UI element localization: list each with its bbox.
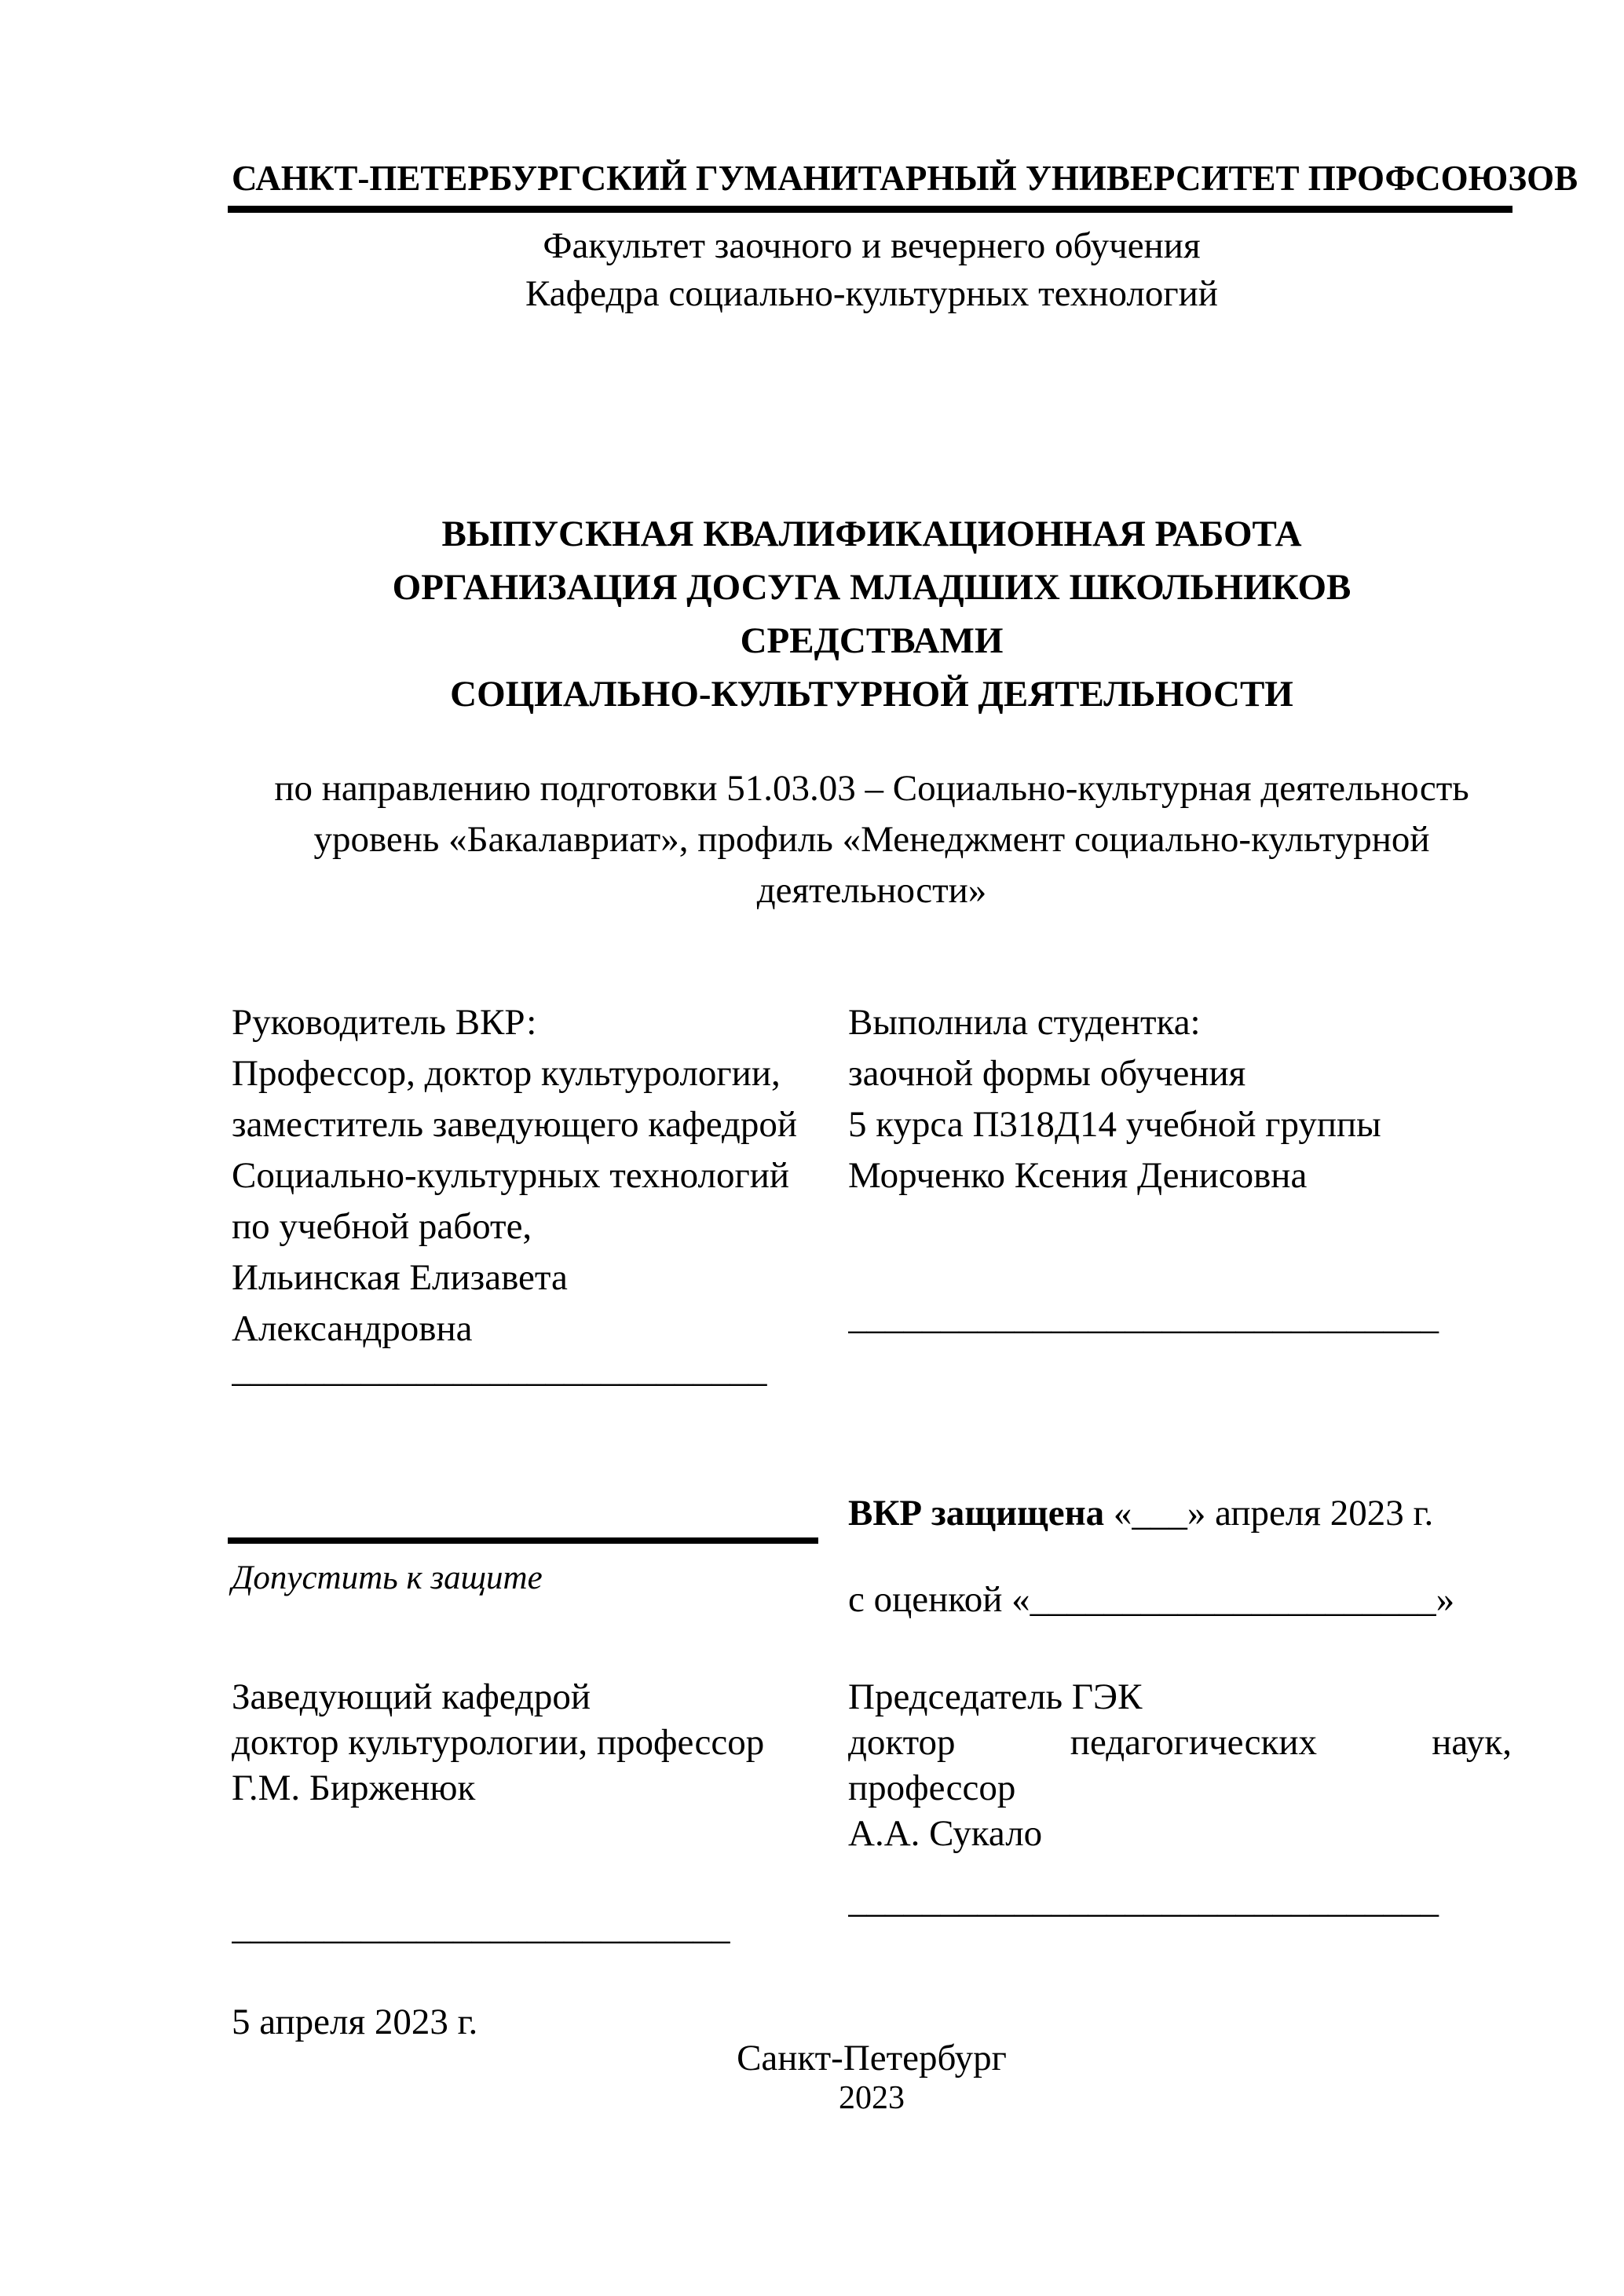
defense-grade-line: с оценкой «______________________» bbox=[848, 1579, 1455, 1620]
program-info bbox=[232, 763, 1512, 916]
department-head-degree: доктор культурологии, профессор bbox=[232, 1722, 765, 1763]
program-level-line-cont: деятельности» bbox=[756, 870, 987, 911]
year-line: 2023 bbox=[839, 2080, 905, 2116]
supervisor-block bbox=[232, 997, 828, 1355]
gec-chair-degree-word-1: доктор bbox=[848, 1722, 956, 1763]
supervisor-position-line-3: по учебной работе, bbox=[232, 1206, 532, 1247]
thesis-title-line-2: СРЕДСТВАМИ bbox=[740, 620, 1004, 661]
supervisor-rank-line: Профессор, доктор культурологии, bbox=[232, 1053, 781, 1094]
supervisor-position-line-1: заместитель заведующего кафедрой bbox=[232, 1104, 798, 1145]
gec-chair-degree-word-2: педагогических bbox=[1070, 1722, 1318, 1763]
thesis-title-line-3: СОЦИАЛЬНО-КУЛЬТУРНОЙ ДЕЯТЕЛЬНОСТИ bbox=[450, 674, 1293, 715]
gec-chair-signature-line: ________________________________ bbox=[848, 1880, 1439, 1921]
supervisor-position-line-2: Социально-культурных технологий bbox=[232, 1155, 790, 1196]
admission-label: Допустить к защите bbox=[232, 1559, 543, 1596]
supervisor-name-line-1: Ильинская Елизавета bbox=[232, 1257, 568, 1298]
department-line: Кафедра социально-культурных технологий bbox=[525, 273, 1218, 314]
admission-date: 5 апреля 2023 г. bbox=[232, 2002, 478, 2042]
department-head-signature-line: ___________________________ bbox=[232, 1907, 730, 1947]
program-direction-line: по направлению подготовки 51.03.03 – Социально-культурная деятельность bbox=[274, 768, 1469, 809]
department-head-block bbox=[232, 1674, 844, 1811]
defense-defended-label: ВКР защищена bbox=[848, 1493, 1105, 1534]
city-line: Санкт-Петербург bbox=[737, 2038, 1007, 2078]
gec-chair-degree-line-2: профессор bbox=[848, 1768, 1016, 1808]
student-signature-line: ________________________________ bbox=[848, 1296, 1439, 1337]
student-name-line: Морченко Ксения Денисовна bbox=[848, 1155, 1308, 1196]
program-level-line: уровень «Бакалавриат», профиль «Менеджмент социально-культурной bbox=[313, 819, 1430, 860]
gec-chair-degree-word-3: наук, bbox=[1432, 1722, 1512, 1763]
admission-rule bbox=[228, 1537, 818, 1544]
university-name: САНКТ-ПЕТЕРБУРГСКИЙ ГУМАНИТАРНЫЙ УНИВЕРСИТЕТ ПРОФСОЮЗОВ bbox=[232, 159, 1578, 198]
defense-date-blank: «___» апреля 2023 г. bbox=[1104, 1493, 1434, 1534]
supervisor-signature-line: _____________________________ bbox=[232, 1349, 767, 1390]
department-head-name: Г.М. Бирженюк bbox=[232, 1768, 476, 1808]
header-rule bbox=[228, 206, 1512, 213]
gec-chair-name: А.А. Сукало bbox=[848, 1813, 1043, 1854]
student-study-form-line: заочной формы обучения bbox=[848, 1053, 1246, 1094]
student-block bbox=[848, 997, 1514, 1201]
defense-date-line bbox=[848, 1488, 1514, 1539]
thesis-title-line-1: ОРГАНИЗАЦИЯ ДОСУГА МЛАДШИХ ШКОЛЬНИКОВ bbox=[392, 567, 1352, 608]
thesis-title bbox=[232, 507, 1512, 721]
gec-chair-degree-line bbox=[848, 1720, 1512, 1765]
faculty-line: Факультет заочного и вечернего обучения bbox=[543, 225, 1201, 266]
supervisor-label: Руководитель ВКР: bbox=[232, 1002, 537, 1043]
student-group-line: 5 курса П318Д14 учебной группы bbox=[848, 1104, 1381, 1145]
department-head-position: Заведующий кафедрой bbox=[232, 1676, 591, 1717]
student-label: Выполнила студентка: bbox=[848, 1002, 1201, 1043]
thesis-type-line: ВЫПУСКНАЯ КВАЛИФИКАЦИОННАЯ РАБОТА bbox=[441, 514, 1302, 554]
gec-chair-position: Председатель ГЭК bbox=[848, 1676, 1143, 1717]
supervisor-name-line-2: Александровна bbox=[232, 1308, 473, 1349]
gec-chair-block bbox=[848, 1674, 1512, 1856]
